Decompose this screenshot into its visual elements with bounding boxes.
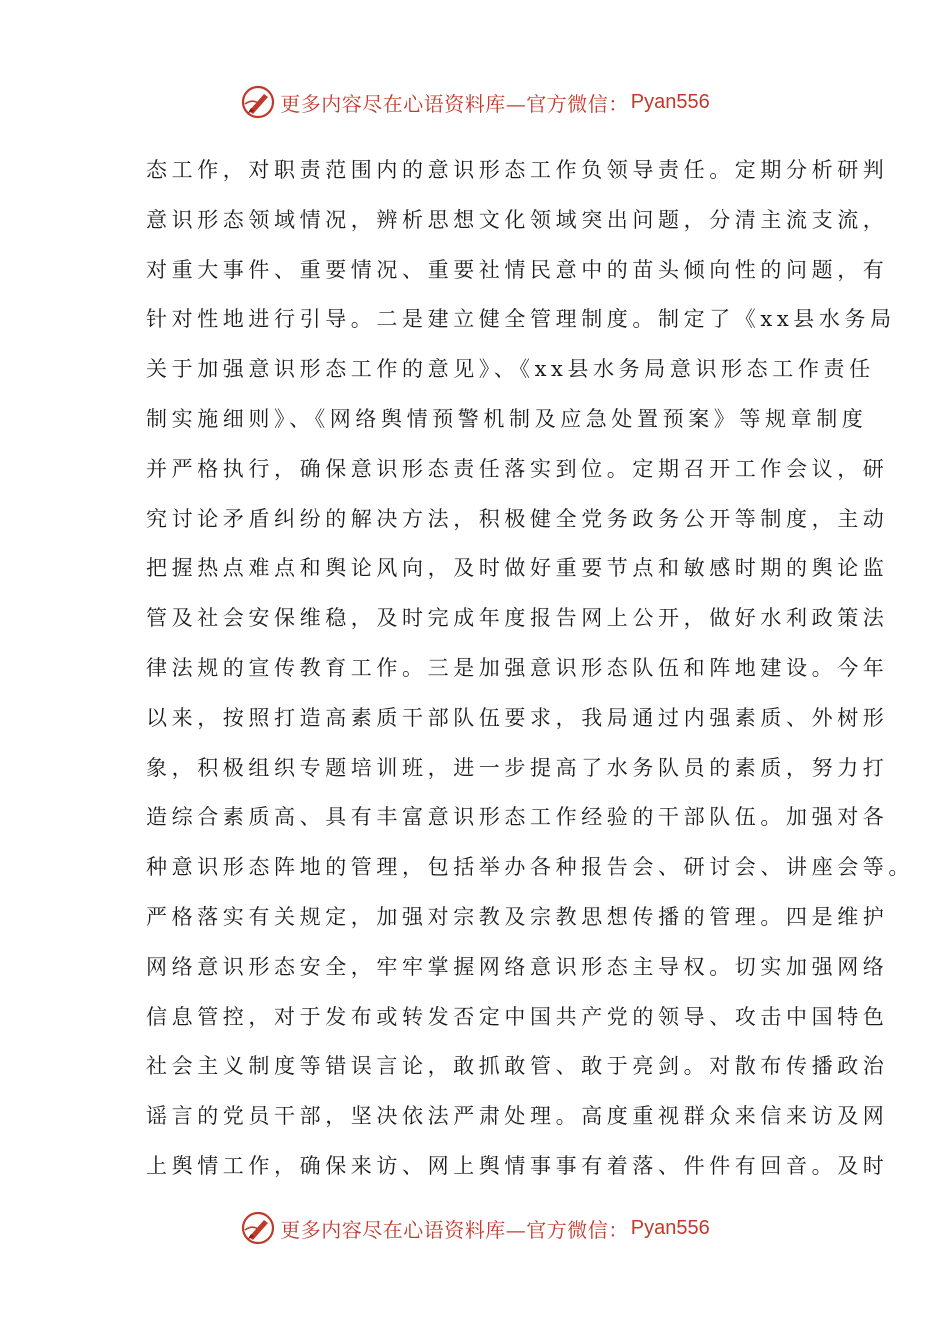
watermark-text: 更多内容尽在心语资料库—官方微信： [280, 1217, 629, 1242]
text-line: 把握热点难点和舆论风向，及时做好重要节点和敏感时期的舆论监 [146, 556, 889, 581]
pen-logo-icon [240, 1210, 276, 1246]
text-line: 关于加强意识形态工作的意见》、《xx县水务局意识形态工作责任 [146, 357, 875, 382]
text-line: 态工作，对职责范围内的意识形态工作负领导责任。定期分析研判 [146, 158, 889, 182]
text-line: 究讨论矛盾纠纷的解决方法，积极健全党务政务公开等制度，主动 [146, 506, 889, 531]
text-line: 严格落实有关规定，加强对宗教及宗教思想传播的管理。四是维护 [146, 904, 889, 929]
text-line: 上舆情工作，确保来访、网上舆情事事有着落、件件有回音。及时 [146, 1153, 889, 1178]
header-watermark [0, 82, 950, 122]
text-line: 以来，按照打造高素质干部队伍要求，我局通过内强素质、外树形 [146, 705, 889, 730]
document-body [146, 146, 914, 1192]
text-line: 网络意识形态安全，牢牢掌握网络意识形态主导权。切实加强网络 [146, 954, 889, 979]
text-line: 针对性地进行引导。二是建立健全管理制度。制定了《xx县水务局 [146, 307, 896, 332]
watermark-brand: Pyan556 [630, 1216, 710, 1239]
text-line: 社会主义制度等错误言论，敢抓敢管、敢于亮剑。对散布传播政治 [146, 1054, 889, 1079]
text-line: 律法规的宣传教育工作。三是加强意识形态队伍和阵地建设。今年 [146, 655, 889, 680]
text-line: 并严格执行，确保意识形态责任落实到位。定期召开工作会议，研 [146, 456, 889, 481]
text-line: 造综合素质高、具有丰富意识形态工作经验的干部队伍。加强对各 [146, 805, 889, 830]
text-line: 种意识形态阵地的管理，包括举办各种报告会、研讨会、讲座会等。 [146, 855, 914, 880]
text-line: 意识形态领域情况，辨析思想文化领域突出问题，分清主流支流， [146, 207, 889, 232]
text-line: 制实施细则》、《网络舆情预警机制及应急处置预案》等规章制度 [146, 406, 868, 431]
text-line: 象，积极组织专题培训班，进一步提高了水务队员的素质，努力打 [146, 755, 889, 780]
pen-logo-icon [240, 84, 276, 120]
watermark-text: 更多内容尽在心语资料库—官方微信： [280, 91, 629, 116]
text-line: 信息管控，对于发布或转发否定中国共产党的领导、攻击中国特色 [146, 1004, 889, 1029]
watermark-brand: Pyan556 [630, 90, 710, 113]
footer-watermark [0, 1208, 950, 1248]
text-line: 管及社会安保维稳，及时完成年度报告网上公开，做好水利政策法 [146, 606, 889, 631]
text-line: 对重大事件、重要情况、重要社情民意中的苗头倾向性的问题，有 [146, 257, 889, 282]
text-line: 谣言的党员干部，坚决依法严肃处理。高度重视群众来信来访及网 [146, 1104, 889, 1129]
